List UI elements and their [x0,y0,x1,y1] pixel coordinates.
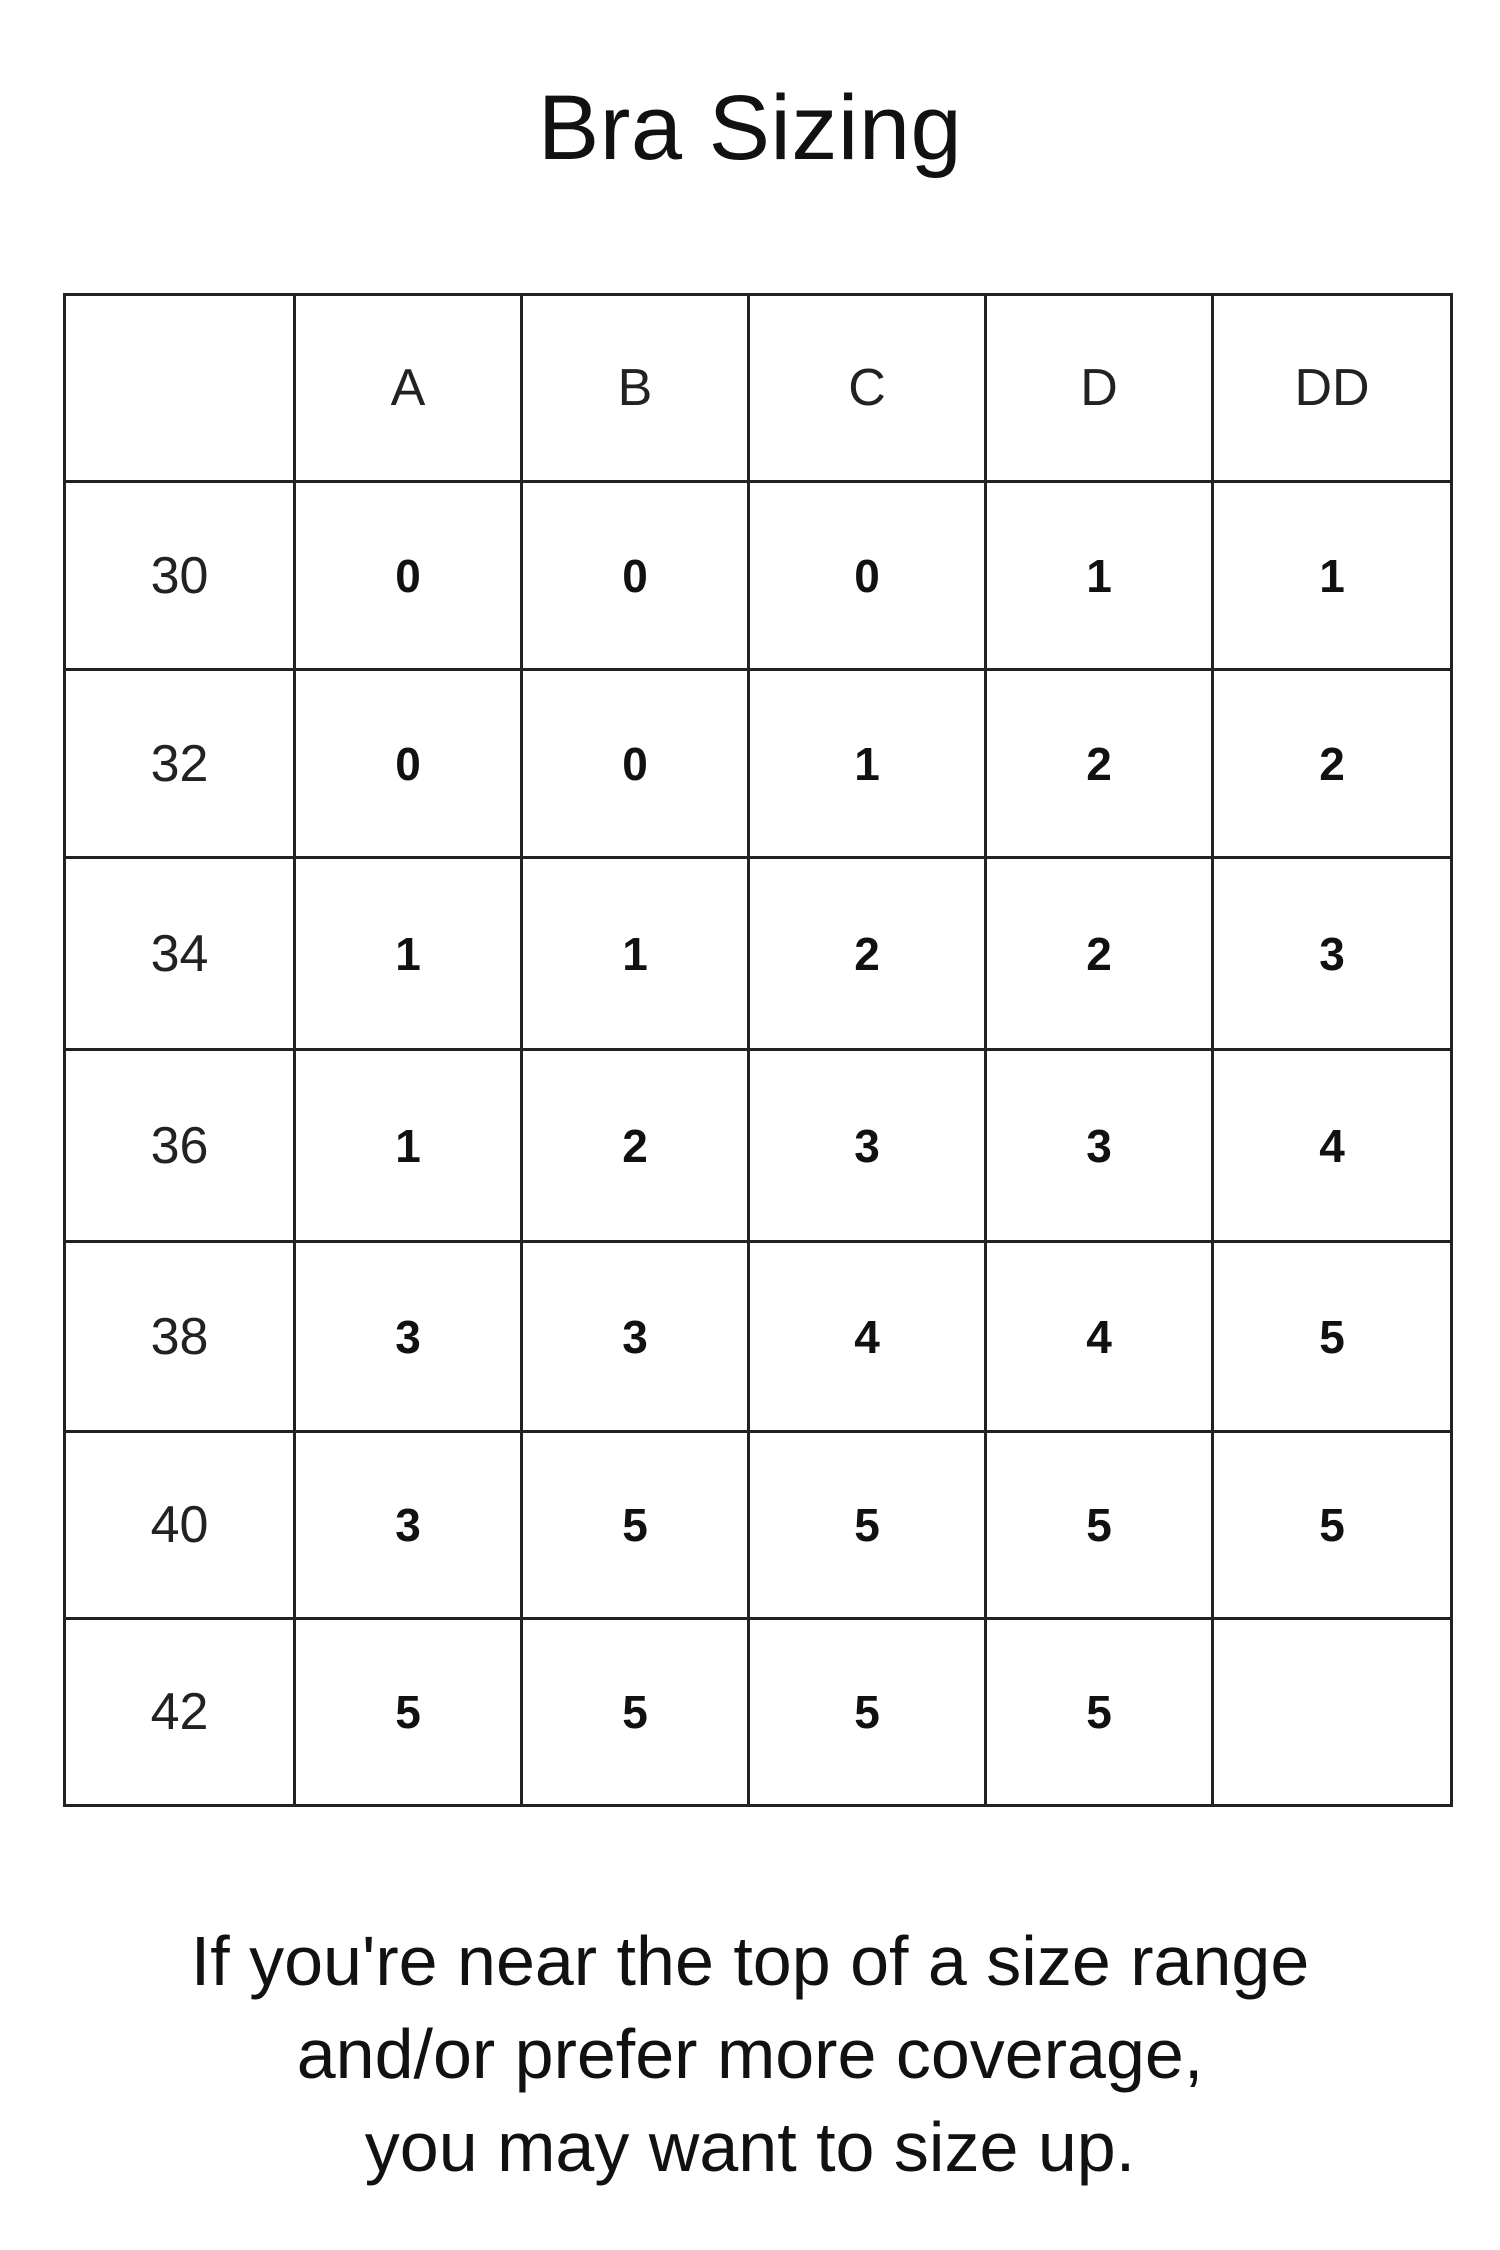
table-row [65,858,1452,1050]
size-cell: 1 [522,858,749,1050]
size-cell: 1 [1213,482,1452,670]
table-row [65,482,1452,670]
cup-header-c: C [749,295,986,482]
size-cell: 5 [986,1432,1213,1619]
size-cell: 2 [986,670,1213,858]
band-size-36: 36 [65,1050,295,1242]
cup-header-b: B [522,295,749,482]
band-size-32: 32 [65,670,295,858]
size-cell: 1 [749,670,986,858]
size-cell: 2 [522,1050,749,1242]
size-cell: 5 [749,1432,986,1619]
size-cell: 5 [522,1619,749,1806]
table-row [65,1432,1452,1619]
table-row [65,1242,1452,1432]
size-cell: 3 [749,1050,986,1242]
sizing-note [0,1915,1500,2194]
band-size-40: 40 [65,1432,295,1619]
size-cell: 5 [1213,1242,1452,1432]
size-cell: 0 [295,482,522,670]
cup-header-dd: DD [1213,295,1452,482]
sizing-note-line-3: you may want to size up. [364,2108,1136,2186]
size-cell: 0 [522,670,749,858]
sizing-note-line-2: and/or prefer more coverage, [296,2015,1204,2093]
band-size-34: 34 [65,858,295,1050]
size-cell: 0 [295,670,522,858]
size-chart-table [63,293,1453,1807]
size-cell: 1 [986,482,1213,670]
size-cell: 5 [749,1619,986,1806]
cup-header-d: D [986,295,1213,482]
size-cell: 5 [295,1619,522,1806]
band-size-30: 30 [65,482,295,670]
size-cell: 2 [749,858,986,1050]
corner-cell [65,295,295,482]
size-cell: 2 [1213,670,1452,858]
size-cell [1213,1619,1452,1806]
band-size-38: 38 [65,1242,295,1432]
cup-header-a: A [295,295,522,482]
size-cell: 1 [295,1050,522,1242]
size-cell: 2 [986,858,1213,1050]
size-cell: 5 [1213,1432,1452,1619]
table-row [65,1619,1452,1806]
sizing-note-line-1: If you're near the top of a size range [190,1922,1310,2000]
table-row [65,1050,1452,1242]
size-cell: 4 [749,1242,986,1432]
size-cell: 4 [1213,1050,1452,1242]
size-cell: 0 [749,482,986,670]
table-row [65,670,1452,858]
size-cell: 3 [1213,858,1452,1050]
size-cell: 3 [295,1432,522,1619]
header-row [65,295,1452,482]
size-cell: 1 [295,858,522,1050]
size-cell: 3 [986,1050,1213,1242]
size-cell: 3 [522,1242,749,1432]
size-cell: 3 [295,1242,522,1432]
size-cell: 0 [522,482,749,670]
size-cell: 5 [986,1619,1213,1806]
size-cell: 5 [522,1432,749,1619]
size-cell: 4 [986,1242,1213,1432]
band-size-42: 42 [65,1619,295,1806]
page-title: Bra Sizing [537,77,963,179]
